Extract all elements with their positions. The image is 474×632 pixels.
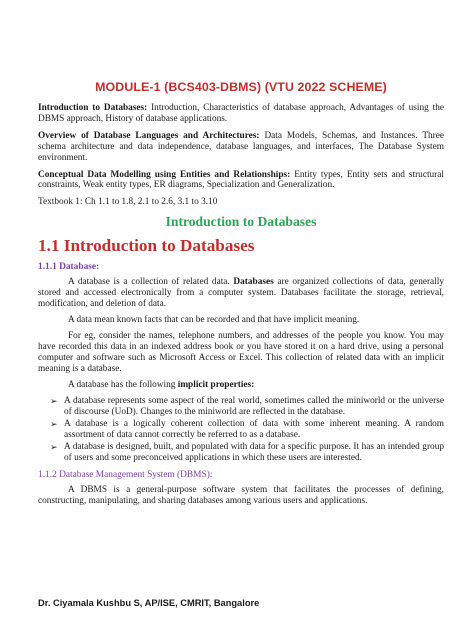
text-run: are organized collections of data, generally stored and accessed electronically from a computer system. Databases facilitate the storage, retrieval, modification, and deletion of data. (38, 277, 444, 310)
intro-heading: Introduction to Databases (165, 214, 317, 230)
subsection-title: 1.1.2 Database Management System (DBMS): (38, 470, 213, 481)
topic-text: Entity types, Entity sets and structural constraints, Weak entity types, ER diagrams, Specialization and Generalization. (38, 169, 444, 191)
list-item (50, 442, 444, 464)
topic-label: Overview of Database Languages and Architectures: (38, 130, 260, 141)
text-run: A database has the following (68, 380, 178, 391)
subsection-heading-dbms (38, 470, 444, 480)
topic-label: Introduction to Databases: (38, 103, 148, 113)
textbook-reference: Textbook 1: Ch 1.1 to 1.8, 2.1 to 2.6, 3.1 to 3.10 (38, 197, 218, 208)
topic-conceptual-modelling (38, 170, 444, 192)
paragraph-dbms-definition: A DBMS is a general-purpose software system that facilitates the processes of defining, constructing, manipulating, and sharing databases among various users and applications. (38, 485, 444, 507)
topic-overview-languages (38, 131, 444, 164)
topic-label: Conceptual Data Modelling using Entities and Relationships: (38, 169, 291, 180)
paragraph-data-meaning: A data mean known facts that can be recorded and that have implicit meaning. (68, 315, 360, 326)
topic-text: Introduction, Characteristics of database approach, Advantages of using the DBMS approach, History of database applications. (38, 103, 444, 124)
list-item (50, 396, 444, 418)
module-title: MODULE-1 (BCS403-DBMS) (VTU 2022 SCHEME) (95, 80, 387, 94)
subsection-heading-database (38, 262, 444, 272)
paragraph-implicit-properties (38, 380, 444, 391)
section-heading: 1.1 Introduction to Databases (38, 236, 255, 256)
list-item-text: A database is designed, built, and populated with data for a specific purpose. It has an intended group of users and some preconceived applications in which these users are interested. (64, 442, 444, 464)
subsection-title: 1.1.1 Database: (38, 262, 100, 273)
arrow-bullet-icon: ➢ (50, 396, 58, 407)
page-footer: Dr. Ciyamala Kushbu S, AP/ISE, CMRIT, Bangalore (38, 598, 260, 608)
topic-text: Data Models, Schemas, and Instances. Three schema architecture and data independence, database languages, and interfaces, The Database System environment. (38, 130, 445, 163)
paragraph-example: For eg, consider the names, telephone numbers, and addresses of the people you know. You may have recorded this data in an indexed address book or you have stored it on a hard drive, using a personal computer and software such as Microsoft Access or Excel. This collection of related data with an implicit meaning is a database. (38, 331, 444, 375)
list-item-text: A database is a logically coherent collection of data with some inherent meaning. A random assortment of data cannot correctly be referred to as a database. (64, 419, 444, 441)
text-run-bold: implicit properties: (177, 380, 255, 391)
text-run-bold: Databases (233, 277, 274, 288)
paragraph-database-definition (38, 277, 444, 310)
arrow-bullet-icon: ➢ (50, 419, 58, 430)
text-run: A database is a collection of related data. (68, 277, 234, 288)
list-item-text: A database represents some aspect of the real world, sometimes called the miniworld or the universe of discourse (UoD). Changes to the miniworld are reflected in the database. (64, 396, 444, 418)
properties-list (38, 396, 444, 464)
arrow-bullet-icon: ➢ (50, 442, 58, 453)
topic-intro-databases (38, 103, 444, 125)
list-item (50, 419, 444, 441)
